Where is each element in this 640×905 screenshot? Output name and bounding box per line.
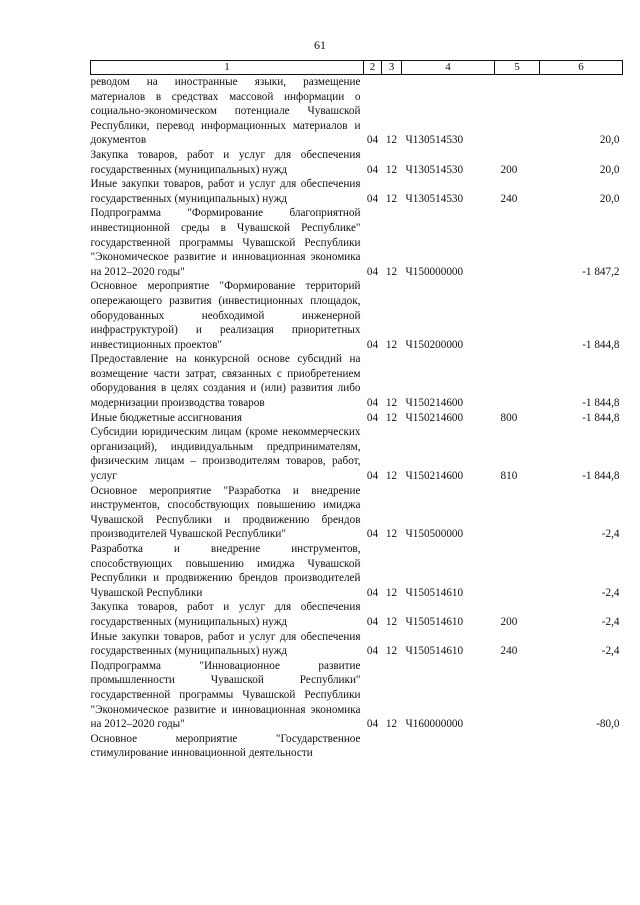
row-amount-cell: -80,0: [596, 718, 620, 731]
row-subsection-cell: 12: [385, 528, 398, 541]
table-header-row: [91, 61, 623, 75]
row-amount-cell: -1 844,8: [582, 338, 620, 351]
table-row: [91, 148, 623, 177]
column-header-4: 4: [402, 61, 495, 75]
row-amount-cell: -1 847,2: [582, 265, 620, 278]
row-expense-type-cell: 240: [500, 645, 518, 658]
row-expense-type-cell: 200: [500, 615, 518, 628]
row-name-cell: Основное мероприятие "Государственное стимулирование инновационной деятельности: [90, 732, 361, 760]
row-target-article-cell: Ч150000000: [405, 265, 464, 278]
row-subsection-cell: 12: [385, 470, 398, 483]
row-section-cell: 04: [366, 134, 379, 147]
row-amount-cell: 20,0: [599, 192, 620, 205]
row-section-cell: 04: [366, 718, 379, 731]
row-target-article-cell: Ч150514610: [405, 586, 464, 599]
row-expense-type-cell: [495, 75, 540, 148]
row-section-cell: 04: [366, 615, 379, 628]
row-name-cell: Иные закупки товаров, работ и услуг для обеспечения государственных (муниципальных) нужд: [90, 630, 361, 658]
row-section-cell: 04: [366, 411, 379, 424]
row-subsection-cell: 12: [385, 645, 398, 658]
row-expense-type-cell: 200: [500, 163, 518, 176]
row-subsection-cell: 12: [385, 163, 398, 176]
column-header-5: 5: [495, 61, 540, 75]
column-header-1: 1: [91, 61, 364, 75]
row-amount-cell: -2,4: [601, 528, 620, 541]
table-row: [91, 411, 623, 426]
table-row: [91, 279, 623, 352]
row-amount-cell: -1 844,8: [582, 397, 620, 410]
table-row: [91, 732, 623, 761]
row-expense-type-cell: 240: [500, 192, 518, 205]
row-subsection-cell: 12: [385, 586, 398, 599]
row-expense-type-cell: [495, 659, 540, 732]
row-subsection-cell: 12: [385, 192, 398, 205]
table-row: [91, 206, 623, 279]
row-subsection-cell: 12: [385, 718, 398, 731]
row-amount-cell: -2,4: [601, 586, 620, 599]
row-name-cell: Основное мероприятие "Разработка и внедрение инструментов, способствующих повышению имиджа Чувашской Республики и продвижению брендов производителей Чувашской Республики": [90, 484, 361, 541]
row-target-article-cell: Ч150214600: [405, 470, 464, 483]
row-expense-type-cell: 810: [500, 470, 518, 483]
row-section-cell: 04: [366, 192, 379, 205]
table-row: [91, 177, 623, 206]
page-number: 61: [314, 38, 326, 52]
row-subsection-cell: 12: [385, 411, 398, 424]
row-section-cell: [364, 732, 382, 761]
table-row: [91, 425, 623, 483]
row-name-cell: Разработка и внедрение инструментов, способствующих повышению имиджа Чувашской Республики и продвижению брендов производителей Чувашской Республики: [90, 543, 361, 599]
row-section-cell: 04: [366, 645, 379, 658]
row-name-cell: Предоставление на конкурсной основе субсидий на возмещение части затрат, связанных с приобретением оборудования в целях создания и (или) развития либо модернизации производства товаров: [90, 353, 361, 410]
row-name-cell: Закупка товаров, работ и услуг для обеспечения государственных (муниципальных) нужд: [90, 601, 361, 628]
row-target-article-cell: Ч130514530: [405, 163, 464, 176]
row-section-cell: 04: [366, 528, 379, 541]
row-expense-type-cell: [495, 352, 540, 410]
column-header-6: 6: [540, 61, 623, 75]
row-section-cell: 04: [366, 338, 379, 351]
row-subsection-cell: 12: [385, 265, 398, 278]
row-section-cell: 04: [366, 397, 379, 410]
row-expense-type-cell: [495, 732, 540, 761]
row-amount-cell: 20,0: [599, 134, 620, 147]
table-row: [91, 542, 623, 600]
row-target-article-cell: Ч150500000: [405, 528, 464, 541]
row-amount-cell: -1 844,8: [582, 470, 620, 483]
row-section-cell: 04: [366, 586, 379, 599]
row-subsection-cell: 12: [385, 615, 398, 628]
table-row: [91, 600, 623, 629]
row-name-cell: Подпрограмма "Инновационное развитие промышленности Чувашской Республики" государственной программы Чувашской Республики "Экономическое развитие и инновационная экономика на 2012–2020 годы": [90, 659, 361, 731]
row-amount-cell: -1 844,8: [582, 411, 620, 424]
row-target-article-cell: Ч130514530: [405, 192, 464, 205]
row-subsection-cell: 12: [385, 397, 398, 410]
row-section-cell: 04: [366, 470, 379, 483]
row-target-article-cell: Ч150514610: [405, 645, 464, 658]
row-target-article-cell: Ч150214600: [405, 411, 464, 424]
row-expense-type-cell: [495, 206, 540, 279]
row-expense-type-cell: [495, 542, 540, 600]
row-section-cell: 04: [366, 163, 379, 176]
row-target-article-cell: [402, 732, 495, 761]
row-target-article-cell: Ч160000000: [405, 718, 464, 731]
row-name-cell: реводом на иностранные языки, размещение материалов в средствах массовой информации о социально-экономическом потенциале Чувашской Республики, перевод информационных материалов и документов: [90, 76, 361, 147]
row-amount-cell: -2,4: [601, 645, 620, 658]
row-expense-type-cell: [495, 484, 540, 542]
row-amount-cell: 20,0: [599, 163, 620, 176]
table-row: [91, 630, 623, 659]
row-name-cell: Иные закупки товаров, работ и услуг для обеспечения государственных (муниципальных) нужд: [90, 178, 361, 205]
budget-table: [90, 60, 623, 761]
row-expense-type-cell: [495, 279, 540, 352]
row-section-cell: 04: [366, 265, 379, 278]
row-name-cell: Основное мероприятие "Формирование территорий опережающего развития (инвестиционных площадок, оборудованных необходимой инженерной инфраструктурой) и реализация приоритетных инвестиционных проектов": [90, 280, 361, 351]
row-target-article-cell: Ч150514610: [405, 615, 464, 628]
row-amount-cell: [540, 732, 623, 761]
row-name-cell: Иные бюджетные ассигнования: [90, 411, 242, 424]
table-row: [91, 659, 623, 732]
row-name-cell: Субсидии юридическим лицам (кроме некоммерческих организаций), индивидуальным предпринимателям, физическим лицам – производителям товаров, работ, услуг: [90, 426, 361, 483]
row-name-cell: Подпрограмма "Формирование благоприятной инвестиционной среды в Чувашской Республике" государственной программы Чувашской Республики "Экономическое развитие и инновационная экономика на 2012–2020 годы": [90, 207, 361, 278]
table-row: [91, 352, 623, 410]
row-subsection-cell: 12: [385, 134, 398, 147]
row-target-article-cell: Ч130514530: [405, 134, 464, 147]
row-expense-type-cell: 800: [500, 411, 518, 424]
column-header-2: 2: [364, 61, 382, 75]
row-amount-cell: -2,4: [601, 615, 620, 628]
row-name-cell: Закупка товаров, работ и услуг для обеспечения государственных (муниципальных) нужд: [90, 148, 361, 176]
table-row: [91, 484, 623, 542]
row-target-article-cell: Ч150214600: [405, 397, 464, 410]
row-subsection-cell: [382, 732, 402, 761]
column-header-3: 3: [382, 61, 402, 75]
row-target-article-cell: Ч150200000: [405, 338, 464, 351]
row-subsection-cell: 12: [385, 338, 398, 351]
table-row: [91, 75, 623, 148]
